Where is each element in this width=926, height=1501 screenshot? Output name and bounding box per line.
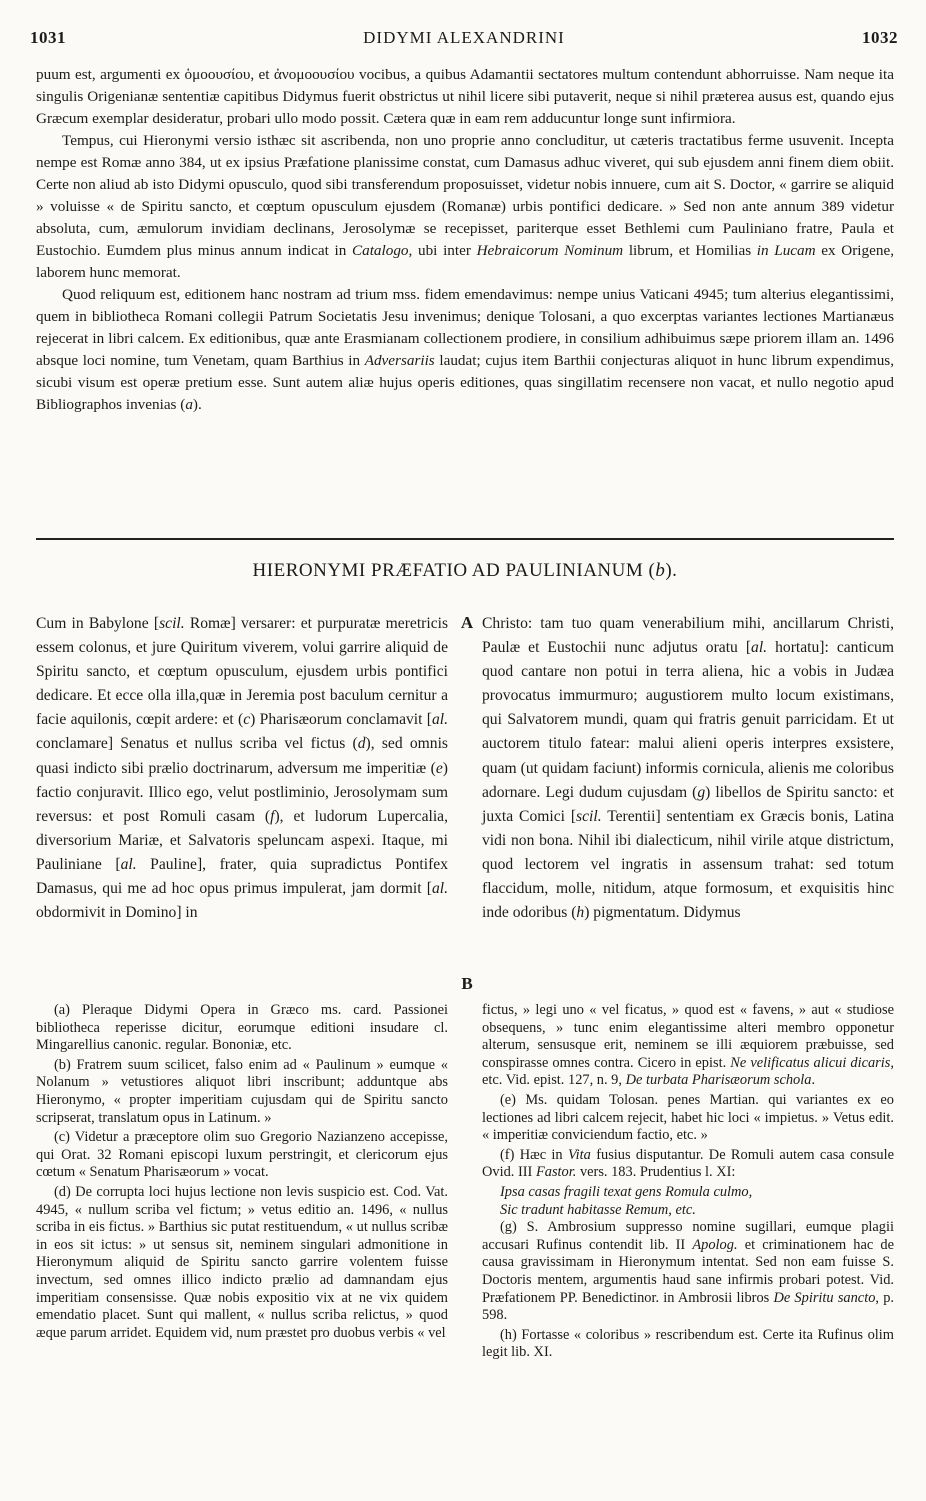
fn-g-despir: De Spiritu sancto — [773, 1289, 876, 1306]
fn-g1: (g) S. Ambrosium suppresso nomine sugillari, eumque plagii accusari Rufinus contendit lib. II — [482, 1219, 894, 1253]
footnote-h: (h) Fortasse « coloribus » rescribendum est. Certe ita Rufinus olim legit lib. XI. — [482, 1326, 894, 1361]
right-t5: ) pigmentatum. Didymus — [584, 904, 741, 922]
fn-f-vita: Vita — [567, 1146, 591, 1163]
section-title-text: HIERONYMI PRÆFATIO AD PAULINIANUM ( — [252, 560, 656, 581]
intro-p3-close: ). — [192, 396, 202, 413]
footnote-ref-d: d — [357, 735, 366, 753]
adversariis-title: Adversariis — [364, 352, 435, 369]
left-t9: obdormivit in Domino] in — [36, 904, 198, 922]
margin-mark-a: A — [460, 613, 474, 632]
footnote-ref-b: b — [655, 560, 666, 581]
introduction-text — [36, 64, 894, 416]
left-t1: Cum in Babylone [ — [36, 615, 160, 632]
left-al1: al. — [431, 711, 448, 729]
left-t6: ) factio conjuravit. Illico ego, velut postliminio, Jerosolymam sum reversus: et post Romuli casam ( — [36, 759, 448, 825]
right-t3: ) libellos de Spiritu sancto: et juxta Comici [ — [482, 783, 894, 825]
margin-mark-b: B — [461, 974, 473, 993]
running-header — [30, 28, 898, 54]
right-t1: Christo: tam tuo quam venerabilium mihi, ancillarum Christi, Paulæ et Eustochii nunc adjutus oratu [ — [482, 615, 894, 657]
right-t2: hortatu]: canticum quod cantare non potui in terra aliena, hic a vobis in Judæa provocatus immurmuro; augustiorem multo locum existimans, qui Salvatorem mundi, quam qui fratris genuit parricidam. Et ut auctorem titulo fatear: malui alieni operis interpres exsistere, quam (ut quidam faciunt) informis cornicula, alienis me coloribus adornare. Legi dudum cujusdam ( — [482, 639, 894, 801]
footnote-ref-c: c — [243, 711, 251, 729]
footnote-ref-e: e — [435, 759, 443, 777]
intro-p1-text: puum est, argumenti ex ὁμοουσίου, et ἀνομοουσίου vocibus, a quibus Adamantii sectatores multum contendunt abhorruisse. Nam neque ita singulis Origenianæ sententiæ capitibus Didymus fuerit obstrictus ut nihil licere sibi putaverit, neque si nihil præterea ausus est, quando ejus Græcum exemplar desideratur, probari ullo modo possit. Cætera quæ in eam rem adducuntur longe sunt infirmiora. — [36, 66, 894, 127]
fn-f-fastor: Fastor. — [535, 1164, 577, 1181]
footnote-a: (a) Pleraque Didymi Opera in Græco ms. card. Passionei bibliotheca reperisse dicitur, eorumque editioni insudare cl. Mingarellius canonic. regular. Bononiæ, etc. — [36, 1002, 448, 1054]
section-title — [36, 560, 894, 582]
fn-g-apolog: Apolog. — [692, 1236, 738, 1253]
section-divider — [36, 538, 894, 540]
intro-p2-mid2: librum, et Homilias — [623, 242, 757, 259]
fn-f1: (f) Hæc in — [500, 1146, 568, 1163]
left-t5: ), sed omnis quasi indicto sibi prælio doctrinarum, adversum me imperitiæ ( — [36, 735, 448, 777]
left-t3: ) Pharisæorum conclamavit [ — [250, 711, 432, 729]
fn-cont-italic-2: De turbata Pharisæorum schola — [625, 1072, 812, 1089]
footnote-b: (b) Fratrem suum scilicet, falso enim ad « Paulinum » eumque « Nolanum » vetustiores aliquot libri inscribunt; adduntque abs Hieronymo, « propter imperitiam cujusdam qui de Spiritu sancto scripserat, translatum opus in Latinum. » — [36, 1056, 448, 1126]
fn-f3: vers. 183. Prudentius l. XI: — [576, 1164, 736, 1181]
catalogo-title: Catalogo — [351, 242, 409, 259]
fn-cont-end: . — [811, 1072, 816, 1089]
preface-left-paragraph — [36, 612, 448, 925]
intro-p3-end: laudat; cujus item Barthii conjecturas aliquot in hunc librum expendimus, sicubi visum est operæ pretium esse. Sunt autem aliæ hujus operis editiones, quas singillatim recensere non vacat, et nullo negotio apud Bibliographos invenias ( — [36, 352, 894, 413]
preface-left-column — [36, 612, 448, 925]
intro-p2-mid: , ubi inter — [408, 242, 477, 259]
footnote-ref-a: a — [185, 396, 193, 413]
footnote-f — [482, 1147, 894, 1182]
page-number-left: 1031 — [30, 28, 66, 47]
right-t4: Terentii] sententiam ex Græcis bonis, Latina vidi non bona. Nihil ibi dialecticum, nihil virile atque districtum, quod lectorem vel ingratis in assensum trahat: sed totum flaccidum, molle, nitidum, atque formosum, et exquisitis hinc inde odoribus ( — [482, 807, 894, 922]
left-al2: al. — [120, 855, 137, 873]
section-title-close: ). — [665, 560, 678, 581]
footnote-d: (d) De corrupta loci hujus lectione non levis suspicio est. Cod. Vat. 4945, « nullum scriba vel fictum; » vetus editio an. 1496, « nullus scriba in eis fictus. » Barthius sic putat restituendum, « ut nullus scribæ in eos sit ictus: » ut sensus sit, neminem singulari admonitione in Hieronymum aliquid de Spiritu sancto garrire volentem fuisse invectum, sed omnes illico indicto prælio ad damnandam ejus imperitiam consensisse. Quæ nobis expositio vix at ne vix quidem emendatio placet. Sunt qui mallent, « nullus scriba relictus, » quod æque parum arridet. Equidem vid, num præstet pro duobus verbis « vel — [36, 1183, 448, 1341]
intro-paragraph-3 — [36, 284, 894, 416]
left-t7: ), et ludorum Lupercalia, diversorium Mariæ, et Salvatoris speluncam aspexi. Itaque, mi Pauliniane [ — [36, 807, 448, 873]
fn-f2: fusius disputantur. De Romuli autem casa consule Ovid. III — [482, 1146, 894, 1181]
left-scil: scil. — [159, 615, 185, 632]
left-al3: al. — [431, 880, 448, 898]
running-title: DIDYMI ALEXANDRINI — [363, 28, 565, 47]
verse-line-2: Sic tradunt habitasse Remum, etc. — [500, 1201, 696, 1218]
preface-right-paragraph — [482, 612, 894, 925]
left-t2: Romæ] versarer: et purpuratæ meretricis essem colonus, et jure Quiritum viverem, volui garrire aliquid de Spiritu sancto, et cœptum opusculum, ejusdem urbis pontifici dedicare. Et ecce olla illa,quæ in Jeremia post baculum cernitur a facie aquilonis, cœpit ardere: et ( — [36, 615, 449, 729]
footnote-ref-f: f — [270, 807, 275, 825]
left-t8: Pauline], frater, quia supradictus Pontifex Damasus, qui me ad hoc opus primus impulerat, jam dormit [ — [36, 855, 448, 898]
fn-g3: , p. 598. — [482, 1289, 895, 1324]
footnotes-right — [482, 1002, 894, 1364]
footnote-ref-g: g — [697, 783, 706, 801]
in-lucam-title: in Lucam — [756, 242, 816, 259]
fn-cont-italic-1: Ne velificatus alicui dicaris — [730, 1054, 891, 1071]
preface-right-column — [482, 612, 894, 925]
intro-paragraph-2 — [36, 130, 894, 284]
right-scil: scil. — [576, 807, 602, 825]
intro-p2-text: Tempus, cui Hieronymi versio isthæc sit ascribenda, non uno proprie anno concluditur, ut cæteris tractatibus ferme usuvenit. Incepta nempe est Romæ anno 384, ut ex ipsius Præfatione planissime constat, cum Damasus adhuc viveret, qui sub ejusdem anni finem diem obiit. Certe non aliud ab isto Didymi opusculo, quod sibi transferendum proposuisset, videtur nobis innuere, cum ait S. Doctor, « garrire se aliquid » voluisse « de Spiritu sancto, et cœptum opusculum ejusdem (Romanæ) urbis pontifici dedicare. » Sed non ante annum 389 videtur absoluta, cum, æmulorum invidiam declinans, Jerosolymæ se recepisset, pariterque esset Bethlemi cum Pauliniano fratre, Paula et Eustochio. Eumdem plus minus annum indicat in — [36, 132, 894, 259]
footnote-e: (e) Ms. quidam Tolosan. penes Martian. qui variantes ex eo lectiones ad libri calcem rejecit, habet hic loci « impietus. » Vetus edit. « imperitiæ conviciendum factio, etc. » — [482, 1091, 894, 1144]
footnote-c: (c) Videtur a præceptore olim suo Gregorio Nazianzeno accepisse, qui Orat. 32 Romani episcopi luxum perstringit, et clericorum ejus cœtum « Senatum Pharisæorum » vocat. — [36, 1129, 448, 1181]
fn-cont-text: fictus, » legi uno « vel ficatus, » quod est « favens, » aut « studiose obsequens, » tunc enim elegantissime alteri membro opponetur alterum, sensusque erit, neminem se illi æquiorem præbuisse, sed conspirasse omnes contra. Cicero in epist. — [482, 1002, 894, 1071]
intro-p3-text: Quod reliquum est, editionem hanc nostram ad trium mss. fidem emendavimus: nempe unius Vaticani 4945; tum alterius elegantissimi, quem in bibliotheca Romani collegii Patrum Societatis Jesu invenimus; denique Tolosani, a quo excerptas variantes lectiones Martianæus rejecerat in libri calcem. Ex editionibus, quæ ante Erasmianam collectionem prodiere, in consilium adhibuimus sæpe priorem illam an. 1496 absque loci nomine, tum Venetam, quam Barthius in — [36, 286, 894, 369]
footnote-g — [482, 1219, 894, 1325]
intro-p2-end: ex Origene, laborem hunc memorat. — [36, 242, 894, 281]
verse-line-1: Ipsa casas fragili texat gens Romula culmo, — [500, 1183, 753, 1200]
right-al1: al. — [751, 639, 768, 657]
hebraicorum-title: Hebraicorum Nominum — [476, 242, 624, 259]
footnote-d-continued — [482, 1002, 894, 1090]
intro-paragraph-1 — [36, 64, 894, 130]
page-number-right: 1032 — [862, 28, 898, 47]
fn-cont-mid: , etc. Vid. epist. 127, n. 9, — [482, 1054, 894, 1089]
left-t4: conclamare] Senatus et nullus scriba vel fictus ( — [36, 735, 358, 753]
fn-g2: et criminationem hac de causa gravissimam in Hieronymum intentat. Sed non eam fuisse S. Doctoris mentem, argumentis haud sane infirmis probari potest. Vid. Præfationem PP. Benedictinor. in Ambrosii libros — [482, 1236, 894, 1306]
footnotes-left — [36, 1002, 448, 1344]
footnote-ref-h: h — [576, 904, 585, 922]
